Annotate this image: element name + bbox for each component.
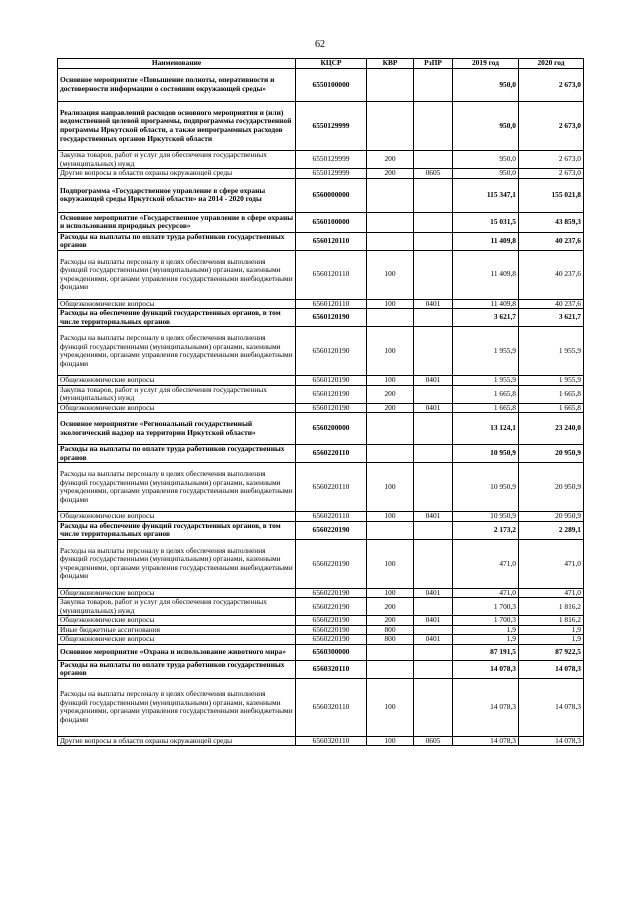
header-2019: 2019 год (453, 59, 519, 69)
cell-rzpr (414, 660, 453, 678)
cell-y2020: 3 621,7 (519, 309, 584, 327)
table-row (58, 212, 584, 232)
cell-rzpr (414, 309, 453, 327)
cell-code: 6560220110 (296, 512, 367, 522)
cell-name: Иные бюджетные ассигнования (58, 625, 296, 635)
cell-kvr: 100 (367, 588, 414, 598)
cell-code: 6560300000 (296, 644, 367, 660)
page-number: 62 (315, 39, 325, 50)
cell-rzpr (414, 598, 453, 616)
cell-code: 6560120110 (296, 299, 367, 309)
cell-code: 6560120190 (296, 309, 367, 327)
cell-code: 6560120190 (296, 403, 367, 413)
cell-name: Расходы на выплаты персоналу в целях обеспечения выполнения функций государственными (муниципальными) органами, казенными учреждениями, органами управления государственными внебюджетными фондами (58, 678, 296, 736)
table-row (58, 385, 584, 403)
cell-y2019: 10 950,9 (453, 512, 519, 522)
header-2020: 2020 год (519, 59, 584, 69)
cell-code: 6560220190 (296, 616, 367, 626)
cell-name: Расходы на обеспечение функций государственных органов, в том числе территориальных органов (58, 309, 296, 327)
cell-code: 6560320110 (296, 736, 367, 746)
cell-name: Расходы на выплаты персоналу в целях обеспечения выполнения функций государственными (муниципальными) органами, казенными учреждениями, органами управления государственными внебюджетными фондами (58, 539, 296, 588)
cell-y2019: 10 950,9 (453, 445, 519, 463)
cell-name: Расходы на выплаты персоналу в целях обеспечения выполнения функций государственными (муниципальными) органами, казенными учреждениями, органами управления государственными внебюджетными фондами (58, 250, 296, 299)
table-row (58, 512, 584, 522)
cell-kvr (367, 102, 414, 151)
cell-y2019: 950,0 (453, 169, 519, 179)
cell-code: 6560320110 (296, 678, 367, 736)
cell-kvr (367, 212, 414, 232)
cell-y2019: 471,0 (453, 539, 519, 588)
table-row (58, 635, 584, 645)
cell-y2019: 1 700,3 (453, 616, 519, 626)
table-row (58, 376, 584, 386)
cell-y2019: 11 409,8 (453, 250, 519, 299)
cell-name: Расходы на выплаты персоналу в целях обеспечения выполнения функций государственными (муниципальными) органами, казенными учреждениями, органами управления государственными внебюджетными фондами (58, 327, 296, 376)
cell-y2019: 10 950,9 (453, 463, 519, 512)
cell-code: 6560120190 (296, 327, 367, 376)
cell-kvr: 200 (367, 385, 414, 403)
cell-rzpr (414, 327, 453, 376)
cell-code: 6550129999 (296, 102, 367, 151)
table-row (58, 178, 584, 212)
table-row (58, 598, 584, 616)
cell-code: 6560220190 (296, 625, 367, 635)
table-row (58, 445, 584, 463)
cell-y2020: 23 240,0 (519, 413, 584, 445)
cell-y2020: 14 078,3 (519, 660, 584, 678)
table-row (58, 413, 584, 445)
cell-y2020: 2 673,0 (519, 169, 584, 179)
cell-code: 6560200000 (296, 413, 367, 445)
table-row (58, 102, 584, 151)
cell-y2019: 1 955,9 (453, 327, 519, 376)
cell-kvr: 800 (367, 625, 414, 635)
cell-y2019: 1 700,3 (453, 598, 519, 616)
cell-code: 6550129999 (296, 151, 367, 169)
cell-y2019: 950,0 (453, 69, 519, 102)
header-kvr: КВР (367, 59, 414, 69)
cell-rzpr (414, 413, 453, 445)
cell-name: Общеэкономические вопросы (58, 512, 296, 522)
cell-kvr (367, 232, 414, 250)
cell-y2020: 1 665,8 (519, 403, 584, 413)
header-name: Наименование (58, 59, 296, 69)
cell-y2020: 40 237,6 (519, 299, 584, 309)
cell-y2019: 11 409,8 (453, 299, 519, 309)
cell-y2020: 20 950,9 (519, 463, 584, 512)
cell-name: Расходы на выплаты по оплате труда работников государственных органов (58, 445, 296, 463)
cell-y2020: 87 922,5 (519, 644, 584, 660)
cell-name: Основное мероприятие «Государственное управление в сфере охраны и использования природных ресурсов» (58, 212, 296, 232)
cell-y2020: 1,9 (519, 635, 584, 645)
cell-y2020: 2 673,0 (519, 151, 584, 169)
cell-y2020: 1 955,9 (519, 376, 584, 386)
cell-name: Расходы на обеспечение функций государственных органов, в том числе территориальных органов (58, 521, 296, 539)
cell-y2020: 471,0 (519, 539, 584, 588)
cell-name: Закупка товаров, работ и услуг для обеспечения государственных (муниципальных) нужд (58, 598, 296, 616)
cell-rzpr (414, 151, 453, 169)
cell-y2019: 1 665,8 (453, 403, 519, 413)
cell-kvr: 100 (367, 327, 414, 376)
table-row (58, 463, 584, 512)
cell-name: Другие вопросы в области охраны окружающей среды (58, 169, 296, 179)
cell-y2020: 14 078,3 (519, 678, 584, 736)
cell-kvr: 200 (367, 169, 414, 179)
cell-kvr: 100 (367, 463, 414, 512)
cell-rzpr: 0605 (414, 169, 453, 179)
cell-rzpr: 0401 (414, 403, 453, 413)
cell-code: 6560120110 (296, 232, 367, 250)
cell-name: Закупка товаров, работ и услуг для обеспечения государственных (муниципальных) нужд (58, 385, 296, 403)
cell-rzpr (414, 178, 453, 212)
cell-name: Подпрограмма «Государственное управление в сфере охраны окружающей среды Иркутской области» на 2014 - 2020 годы (58, 178, 296, 212)
cell-y2019: 1,9 (453, 635, 519, 645)
cell-y2020: 2 673,0 (519, 102, 584, 151)
cell-y2020: 40 237,6 (519, 232, 584, 250)
cell-y2019: 14 078,3 (453, 736, 519, 746)
cell-y2020: 155 021,8 (519, 178, 584, 212)
cell-code: 6560220190 (296, 588, 367, 598)
cell-y2020: 14 078,3 (519, 736, 584, 746)
table-row (58, 327, 584, 376)
cell-kvr: 100 (367, 736, 414, 746)
cell-kvr: 100 (367, 539, 414, 588)
cell-kvr: 200 (367, 403, 414, 413)
table-row (58, 644, 584, 660)
header-rzpr: РзПР (414, 59, 453, 69)
cell-y2019: 15 031,5 (453, 212, 519, 232)
cell-y2020: 1 816,2 (519, 616, 584, 626)
cell-kvr: 100 (367, 678, 414, 736)
cell-y2019: 115 347,1 (453, 178, 519, 212)
cell-rzpr (414, 385, 453, 403)
table-row (58, 169, 584, 179)
cell-rzpr (414, 69, 453, 102)
cell-rzpr: 0401 (414, 635, 453, 645)
cell-code: 6560220190 (296, 539, 367, 588)
cell-rzpr: 0401 (414, 299, 453, 309)
cell-name: Расходы на выплаты по оплате труда работников государственных органов (58, 232, 296, 250)
cell-rzpr (414, 678, 453, 736)
cell-y2019: 11 409,8 (453, 232, 519, 250)
cell-rzpr: 0401 (414, 588, 453, 598)
cell-name: Основное мероприятие «Охрана и использование животного мира» (58, 644, 296, 660)
table-header-row (58, 59, 584, 69)
cell-rzpr: 0401 (414, 376, 453, 386)
cell-name: Общеэкономические вопросы (58, 635, 296, 645)
cell-rzpr (414, 212, 453, 232)
cell-rzpr (414, 250, 453, 299)
table-row (58, 250, 584, 299)
cell-kvr (367, 644, 414, 660)
cell-rzpr (414, 232, 453, 250)
cell-name: Расходы на выплаты персоналу в целях обеспечения выполнения функций государственными (муниципальными) органами, казенными учреждениями, органами управления государственными внебюджетными фондами (58, 463, 296, 512)
cell-y2019: 1 665,8 (453, 385, 519, 403)
cell-y2020: 40 237,6 (519, 250, 584, 299)
cell-kvr (367, 69, 414, 102)
cell-code: 6550100000 (296, 69, 367, 102)
table-row (58, 539, 584, 588)
cell-code: 6560220190 (296, 635, 367, 645)
cell-kvr (367, 178, 414, 212)
cell-name: Расходы на выплаты по оплате труда работников государственных органов (58, 660, 296, 678)
cell-y2019: 950,0 (453, 151, 519, 169)
cell-name: Закупка товаров, работ и услуг для обеспечения государственных (муниципальных) нужд (58, 151, 296, 169)
cell-kvr (367, 413, 414, 445)
cell-kvr (367, 309, 414, 327)
cell-rzpr (414, 644, 453, 660)
cell-name: Реализация направлений расходов основного мероприятия и (или) ведомственной целевой программы, подпрограммы государственной программы Иркутской области, а также непрограммных расходов государственных органов Иркутской области (58, 102, 296, 151)
cell-y2019: 471,0 (453, 588, 519, 598)
cell-y2020: 2 289,1 (519, 521, 584, 539)
cell-y2019: 3 621,7 (453, 309, 519, 327)
cell-y2020: 2 673,0 (519, 69, 584, 102)
table-row (58, 616, 584, 626)
table-row (58, 232, 584, 250)
cell-y2020: 1 665,8 (519, 385, 584, 403)
cell-kvr: 100 (367, 376, 414, 386)
table-row (58, 736, 584, 746)
cell-kvr: 200 (367, 598, 414, 616)
cell-name: Общеэкономические вопросы (58, 376, 296, 386)
cell-y2020: 1,9 (519, 625, 584, 635)
table-row (58, 309, 584, 327)
cell-y2020: 471,0 (519, 588, 584, 598)
cell-code: 6560220110 (296, 463, 367, 512)
cell-code: 6560220190 (296, 521, 367, 539)
cell-code: 6560100000 (296, 212, 367, 232)
cell-kvr: 800 (367, 635, 414, 645)
table-row (58, 151, 584, 169)
cell-y2019: 14 078,3 (453, 660, 519, 678)
cell-kvr: 200 (367, 151, 414, 169)
cell-kvr: 200 (367, 616, 414, 626)
cell-kvr: 100 (367, 512, 414, 522)
cell-code: 6550129999 (296, 169, 367, 179)
cell-kvr (367, 660, 414, 678)
cell-code: 6560120190 (296, 385, 367, 403)
cell-name: Общеэкономические вопросы (58, 588, 296, 598)
cell-code: 6560120190 (296, 376, 367, 386)
cell-y2019: 2 173,2 (453, 521, 519, 539)
table-row (58, 403, 584, 413)
cell-y2019: 1 955,9 (453, 376, 519, 386)
cell-rzpr (414, 539, 453, 588)
cell-y2020: 1 955,9 (519, 327, 584, 376)
cell-y2020: 1 816,2 (519, 598, 584, 616)
cell-y2019: 1,9 (453, 625, 519, 635)
cell-code: 6560000000 (296, 178, 367, 212)
cell-name: Общеэкономические вопросы (58, 403, 296, 413)
budget-table (57, 58, 584, 746)
cell-y2020: 20 950,9 (519, 445, 584, 463)
cell-rzpr (414, 463, 453, 512)
cell-name: Другие вопросы в области охраны окружающей среды (58, 736, 296, 746)
cell-y2019: 13 124,1 (453, 413, 519, 445)
cell-rzpr: 0401 (414, 512, 453, 522)
cell-y2019: 950,0 (453, 102, 519, 151)
cell-name: Общеэкономические вопросы (58, 299, 296, 309)
cell-code: 6560320110 (296, 660, 367, 678)
cell-rzpr (414, 521, 453, 539)
cell-code: 6560220110 (296, 445, 367, 463)
cell-y2019: 87 191,5 (453, 644, 519, 660)
cell-rzpr (414, 102, 453, 151)
cell-name: Общеэкономические вопросы (58, 616, 296, 626)
cell-code: 6560120110 (296, 250, 367, 299)
cell-code: 6560220190 (296, 598, 367, 616)
cell-kvr: 100 (367, 299, 414, 309)
table-row (58, 660, 584, 678)
table-row (58, 521, 584, 539)
table-row (58, 678, 584, 736)
table-row (58, 69, 584, 102)
cell-kvr (367, 445, 414, 463)
cell-kvr (367, 521, 414, 539)
cell-rzpr (414, 445, 453, 463)
cell-rzpr: 0605 (414, 736, 453, 746)
cell-rzpr: 0401 (414, 616, 453, 626)
cell-y2019: 14 078,3 (453, 678, 519, 736)
cell-kvr: 100 (367, 250, 414, 299)
cell-y2020: 20 950,9 (519, 512, 584, 522)
cell-y2020: 43 859,3 (519, 212, 584, 232)
cell-name: Основное мероприятие «Повышение полноты, оперативности и достоверности информации о состоянии окружающей среды» (58, 69, 296, 102)
header-code: КЦСР (296, 59, 367, 69)
cell-name: Основное мероприятие «Региональный государственный экологический надзор на территории Иркутской области» (58, 413, 296, 445)
